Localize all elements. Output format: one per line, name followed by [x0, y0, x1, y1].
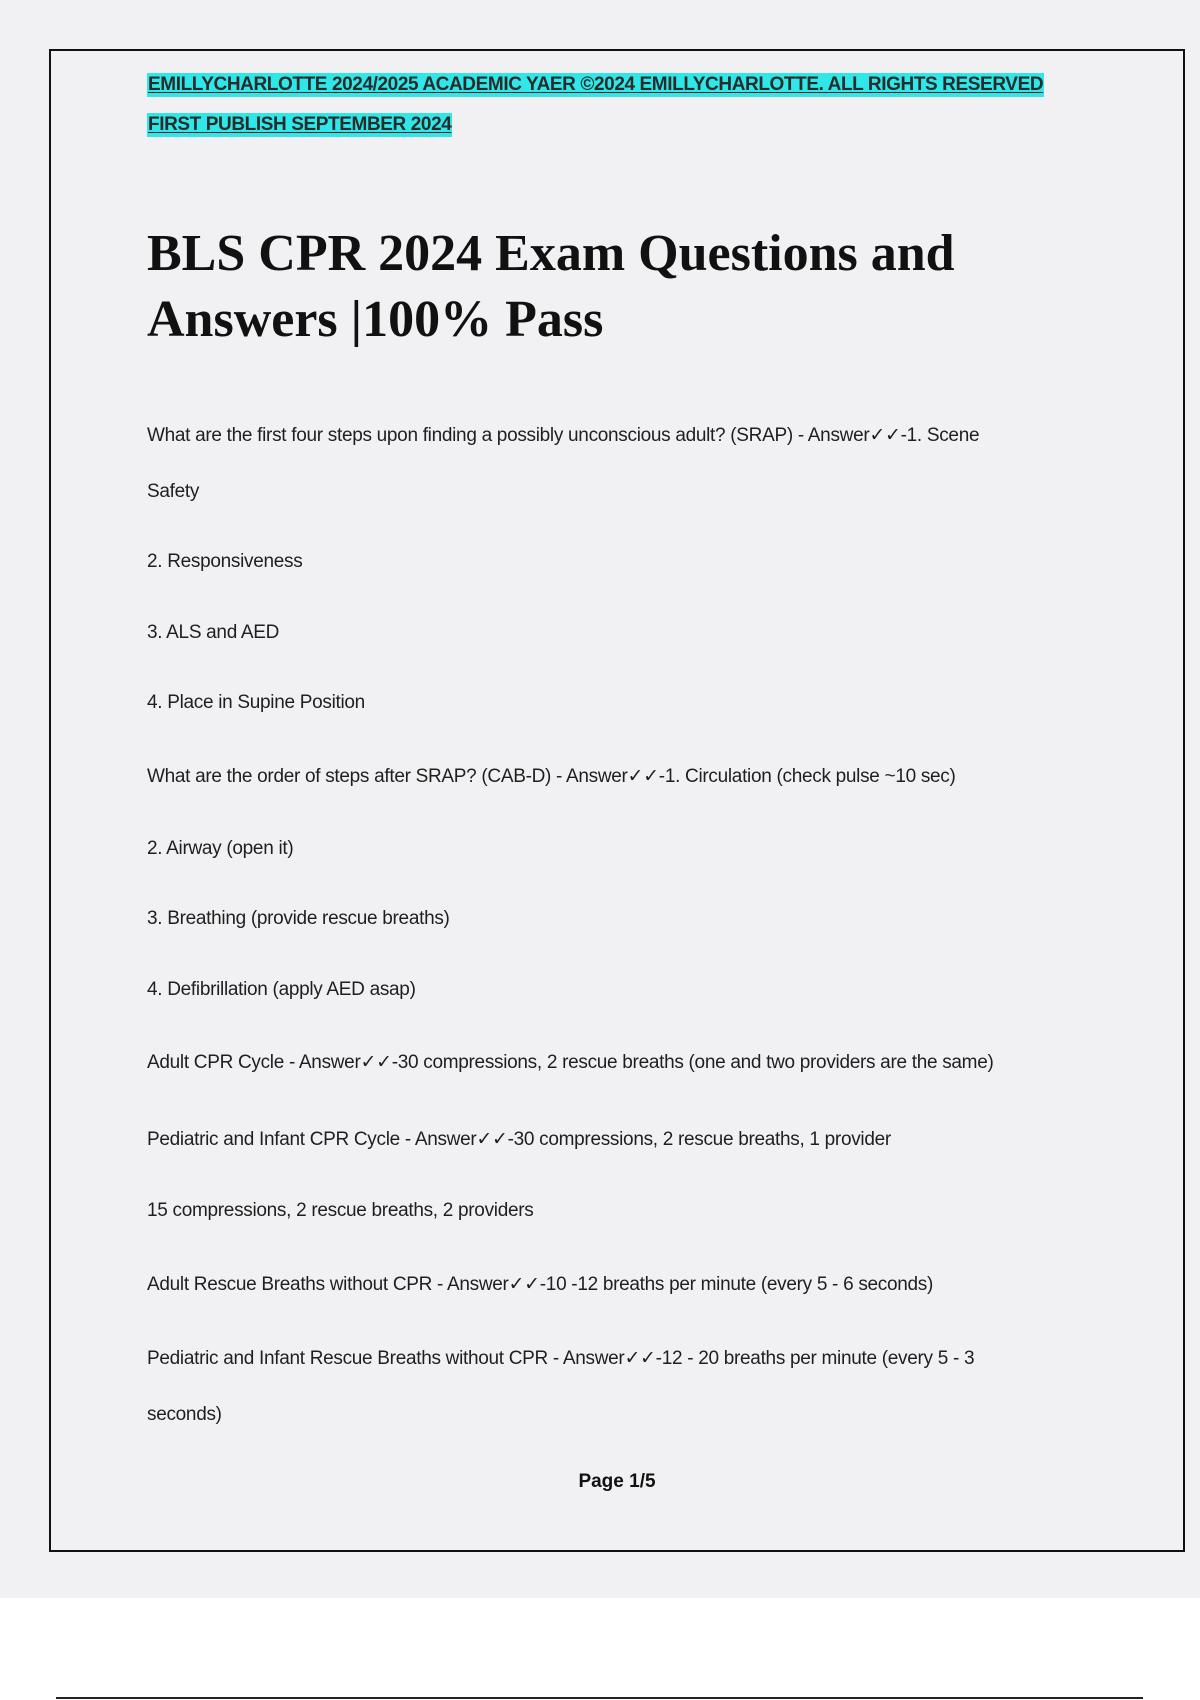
question-4: Pediatric and Infant CPR Cycle - Answer✓✓-30 compressions, 2 rescue breaths, 1 provider — [147, 1129, 891, 1150]
answer-line: seconds) — [147, 1404, 222, 1425]
copyright-header-text: EMILLYCHARLOTTE 2024/2025 ACADEMIC YAER ©2024 EMILLYCHARLOTTE. ALL RIGHTS RESERVED — [148, 74, 1044, 95]
page-number: Page 1/5 — [578, 1471, 656, 1492]
title-line-1: BLS CPR 2024 Exam Questions and — [147, 225, 955, 282]
document-title — [147, 221, 1047, 353]
answer-line: 3. ALS and AED — [147, 622, 280, 643]
answer-line: 2. Responsiveness — [147, 551, 303, 572]
question-1: What are the first four steps upon finding a possibly unconscious adult? (SRAP) - Answer✓✓-1. Scene — [147, 425, 980, 446]
answer-line: 4. Defibrillation (apply AED asap) — [147, 979, 416, 1000]
question-6: Pediatric and Infant Rescue Breaths without CPR - Answer✓✓-12 - 20 breaths per minute (every 5 - 3 — [147, 1348, 975, 1369]
question-5: Adult Rescue Breaths without CPR - Answer✓✓-10 -12 breaths per minute (every 5 - 6 seconds) — [147, 1274, 934, 1295]
answer-line: 3. Breathing (provide rescue breaths) — [147, 908, 450, 929]
answer-line: Safety — [147, 481, 200, 502]
answer-line: 4. Place in Supine Position — [147, 692, 365, 713]
next-page-area — [0, 1598, 1200, 1700]
answer-line: 2. Airway (open it) — [147, 838, 294, 859]
publish-date-text: FIRST PUBLISH SEPTEMBER 2024 — [148, 114, 452, 135]
document-page — [49, 49, 1185, 1552]
answer-line: 15 compressions, 2 rescue breaths, 2 providers — [147, 1200, 534, 1221]
title-line-2: Answers |100% Pass — [147, 291, 604, 348]
question-2: What are the order of steps after SRAP? (CAB-D) - Answer✓✓-1. Circulation (check pulse ~10 sec) — [147, 766, 956, 787]
question-3: Adult CPR Cycle - Answer✓✓-30 compressions, 2 rescue breaths (one and two providers are the same) — [147, 1052, 994, 1073]
divider — [56, 1697, 1143, 1699]
publish-date-header — [147, 114, 452, 136]
copyright-header — [147, 74, 1044, 96]
